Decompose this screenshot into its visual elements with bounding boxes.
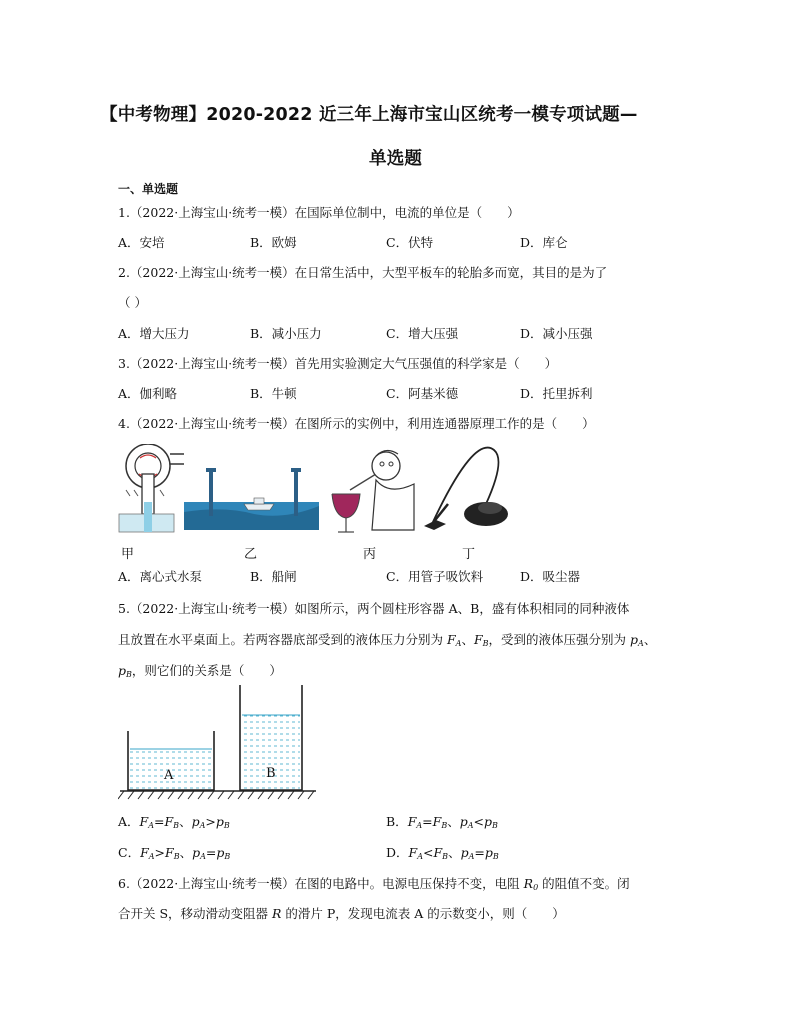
q4-caption-yi: 乙 (244, 547, 258, 562)
centrifugal-pump-figure (119, 444, 184, 532)
q2-stem-line1: 2.（2022·上海宝山·统考一模）在日常生活中，大型平板车的轮胎多而宽，其目的是为了 (118, 265, 608, 280)
q5-containers-figure (118, 683, 318, 803)
container-a-label: A (164, 768, 174, 783)
q1-option-c: C．伏特 (386, 235, 434, 250)
container-b-label: B (266, 766, 276, 781)
ship-lock-figure (184, 468, 319, 530)
q2-stem-line2: （ ） (118, 295, 147, 310)
page-title-line2: 单选题 (369, 149, 423, 169)
q3-option-b: B．牛顿 (250, 386, 297, 401)
q4-stem: 4.（2022·上海宝山·统考一模）在图所示的实例中，利用连通器原理工作的是（ ） (118, 416, 595, 431)
q4-option-d: D．吸尘器 (520, 569, 581, 584)
q4-caption-jia: 甲 (121, 547, 135, 562)
q1-option-a: A．安培 (118, 235, 165, 250)
q1-stem: 1.（2022·上海宝山·统考一模）在国际单位制中，电流的单位是（ ） (118, 205, 520, 220)
q5-option-b: B．$F_A=F_B$、$p_A<p_B$ (386, 814, 498, 830)
q4-caption-bing: 丙 (363, 547, 377, 562)
q2-option-c: C．增大压强 (386, 326, 459, 341)
vacuum-cleaner-figure (424, 448, 508, 530)
q4-option-a: A．离心式水泵 (118, 569, 203, 584)
q5-option-d: D．$F_A<F_B$、$p_A=p_B$ (386, 845, 499, 861)
q5-stem-line3: $p_B$，则它们的关系是（ ） (118, 663, 282, 679)
q2-option-d: D．减小压强 (520, 326, 593, 341)
page-title-line1: 【中考物理】2020-2022 近三年上海市宝山区统考一模专项试题— (100, 105, 638, 125)
q4-caption-ding: 丁 (462, 547, 476, 562)
q3-option-c: C．阿基米德 (386, 386, 459, 401)
q1-option-d: D．库仑 (520, 235, 568, 250)
q5-stem-line1: 5.（2022·上海宝山·统考一模）如图所示，两个圆柱形容器 A、B，盛有体积相同的同种液体 (118, 601, 630, 616)
q5-option-a: A．$F_A=F_B$、$p_A>p_B$ (118, 814, 230, 830)
q3-option-d: D．托里拆利 (520, 386, 593, 401)
q5-stem-line2: 且放置在水平桌面上。若两容器底部受到的液体压力分别为 $F_A$、$F_B$，受到的液体压强分别为 $p_A$、 (118, 632, 657, 648)
q4-option-c: C．用管子吸饮料 (386, 569, 484, 584)
q6-stem-line1: 6.（2022·上海宝山·统考一模）在图的电路中。电源电压保持不变，电阻 $R_0$ 的阻值不变。闭 (118, 876, 630, 892)
q1-option-b: B．欧姆 (250, 235, 297, 250)
q6-stem-line2: 合开关 S，移动滑动变阻器 R 的滑片 P，发现电流表 A 的示数变小，则（ ） (118, 906, 565, 921)
q4-option-b: B．船闸 (250, 569, 297, 584)
q3-stem: 3.（2022·上海宝山·统考一模）首先用实验测定大气压强值的科学家是（ ） (118, 356, 558, 371)
straw-drinking-figure (332, 450, 414, 532)
q5-option-c: C．$F_A>F_B$、$p_A=p_B$ (118, 845, 231, 861)
q4-figures (114, 444, 534, 544)
q2-option-b: B．减小压力 (250, 326, 322, 341)
section-heading: 一、单选题 (118, 182, 179, 196)
q3-option-a: A．伽利略 (118, 386, 178, 401)
q2-option-a: A．增大压力 (118, 326, 190, 341)
